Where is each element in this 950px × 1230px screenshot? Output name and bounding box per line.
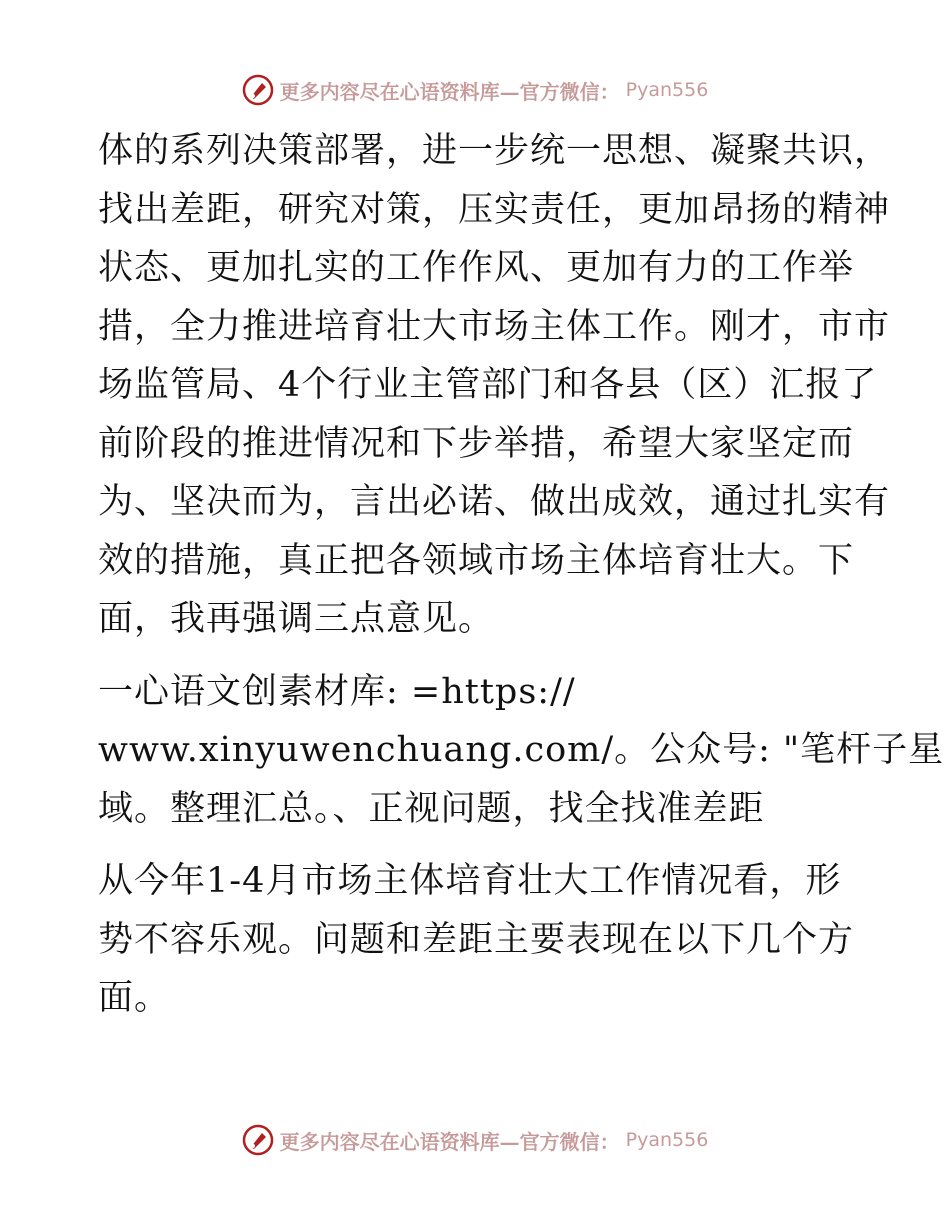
text-line: 势不容乐观。问题和差距主要表现在以下几个方 xyxy=(98,919,855,960)
text-line: 前阶段的推进情况和下步举措，希望大家坚定而 xyxy=(98,423,855,464)
footer-banner xyxy=(0,1120,950,1160)
text-line: 措，全力推进培育壮大市场主体工作。刚才，市市 xyxy=(98,306,891,347)
text-line: 面。 xyxy=(98,978,171,1018)
text-line: 状态、更加扎实的工作作风、更加有力的工作举 xyxy=(98,248,855,288)
text-line: 一心语文创素材库: =https:// xyxy=(98,671,576,712)
document-body xyxy=(98,122,945,1028)
text-line: 体的系列决策部署，进一步统一思想、凝聚共识， xyxy=(98,131,891,171)
text-line: www.xinyuwenchuang.com/。公众号: "笔杆子星 xyxy=(98,730,945,770)
paragraph-2 xyxy=(98,663,945,839)
text-line: 找出差距，研究对策，压实责任，更加昂扬的精神 xyxy=(98,189,891,230)
text-line: 面，我再强调三点意见。 xyxy=(98,599,495,639)
footer-banner-text: 更多内容尽在心语资料库—官方微信： xyxy=(279,1129,620,1154)
header-banner-contact: Pyan556 xyxy=(625,79,709,101)
header-banner-text: 更多内容尽在心语资料库—官方微信： xyxy=(279,79,620,104)
pen-nib-logo-icon xyxy=(242,1124,274,1156)
paragraph-3 xyxy=(98,852,858,1028)
text-line: 域。整理汇总。、正视问题，找全找准差距 xyxy=(98,788,765,829)
text-line: 效的措施，真正把各领域市场主体培育壮大。下 xyxy=(98,540,855,581)
text-line: 为、坚决而为，言出必诺、做出成效，通过扎实有 xyxy=(98,482,891,522)
pen-nib-logo-icon xyxy=(242,74,274,106)
header-banner xyxy=(0,70,950,110)
footer-banner-contact: Pyan556 xyxy=(625,1129,709,1151)
paragraph-1 xyxy=(98,122,891,649)
text-line: 从今年1-4月市场主体培育壮大工作情况看，形 xyxy=(98,861,842,901)
text-line: 场监管局、4个行业主管部门和各县（区）汇报了 xyxy=(98,365,878,405)
